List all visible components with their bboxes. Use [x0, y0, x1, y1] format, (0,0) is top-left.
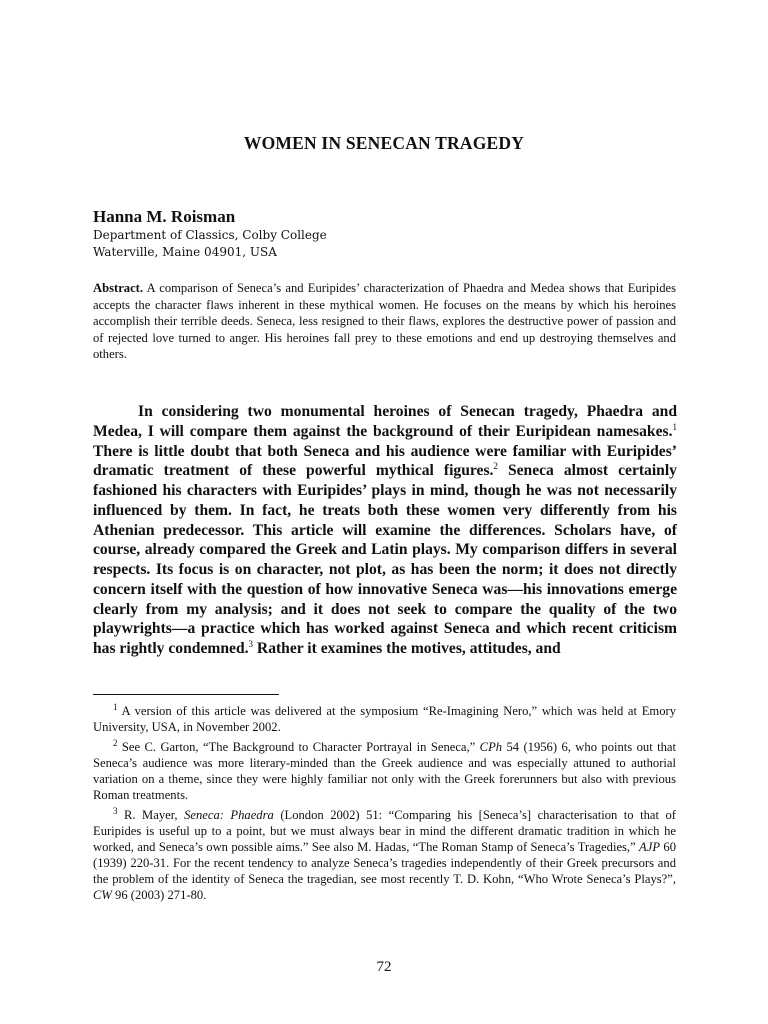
article-title: WOMEN IN SENECAN TRAGEDY	[243, 133, 525, 153]
abstract	[93, 280, 676, 363]
footnote-3-journal-1: AJP	[639, 839, 661, 854]
footnote-1-text: A version of this article was delivered at the symposium “Re-Imagining Nero,” which was held at Emory University, USA, in November 2002.	[93, 704, 676, 734]
footnote-ref-2[interactable]: 2	[493, 461, 498, 472]
author-address: Waterville, Maine 04901, USA	[93, 245, 277, 259]
footnote-3	[93, 805, 676, 903]
page-number: 72	[376, 959, 392, 975]
footnote-1	[93, 701, 676, 736]
footnote-2-text-a: See C. Garton, “The Background to Character Portrayal in Seneca,”	[117, 740, 480, 754]
author-name: Hanna M. Roisman	[93, 207, 236, 226]
body-text-2: There is little doubt that both Seneca and his audience were familiar with Euripides’ dramatic treatment of these powerful mythical figures.	[93, 442, 677, 480]
body-text-3: Seneca almost certainly fashioned his characters with Euripides’ plays in mind, though he was not necessarily influenced by them. In fact, he treats both these women very differently from his Athenian predecessor. This article will examine the differences. Scholars have, of course, already compared the Greek and Latin plays. My comparison differs in several respects. Its focus is on character, not plot, as has been the norm; it does not directly concern itself with the question of how innovative Seneca was—his innovations emerge clearly from my analysis; and it does not seek to compare the quality of the two playwrights—a practice which has worked against Seneca and which recent criticism has rightly condemned.	[93, 462, 677, 657]
footnote-3-text-b: (London 2002) 51: “Comparing his [Seneca’s] characterisation to that of Euripides is useful up to a point, but we must always bear in mind the different dramatic tradition in which he worked, and Seneca’s own possible aims.” See also M. Hadas, “The Roman Stamp of Seneca’s Tragedies,”	[93, 808, 676, 854]
abstract-text: A comparison of Seneca’s and Euripides’ characterization of Phaedra and Medea shows that Euripides accepts the character flaws inherent in these mythical women. He focuses on the means by which his heroines accomplish their terrible deeds. Seneca, less resigned to their flaws, explores the destructive power of passion and of rejected love turned to anger. His heroines fall prey to these emotions and end up destroying themselves and others.	[93, 281, 676, 361]
author-department: Department of Classics, Colby College	[93, 228, 327, 242]
footnote-3-number: 3	[113, 805, 118, 816]
footnote-ref-1[interactable]: 1	[672, 421, 677, 432]
footnote-2-journal: CPh	[479, 740, 503, 754]
footnote-3-text-c: 60 (1939) 220-31. For the recent tendency to analyze Seneca’s tragedies independently of their Greek precursors and the problem of the identity of Seneca the tragedian, see most recently T. D. Kohn, “Who Wrote Seneca’s Plays?”,	[93, 839, 676, 886]
footnote-3-journal-2: CW	[93, 887, 112, 902]
footnote-3-book: Seneca: Phaedra	[184, 808, 274, 822]
footnote-3-text-a: R. Mayer,	[117, 808, 185, 822]
footnote-ref-3[interactable]: 3	[248, 638, 254, 649]
body-paragraph	[93, 402, 677, 659]
footnote-divider	[93, 694, 279, 695]
footnote-2-number: 2	[113, 737, 118, 748]
body-text-1: In considering two monumental heroines of Senecan tragedy, Phaedra and Medea, I will compare them against the background of their Euripidean namesakes.	[93, 403, 677, 440]
footnote-3-text-d: 96 (2003) 271-80.	[111, 887, 207, 902]
body-text-4: Rather it examines the motives, attitudes, and	[253, 640, 561, 657]
footnote-1-number: 1	[113, 701, 118, 712]
footnote-2-text-b: 54 (1956) 6, who points out that Seneca’s audience was more literary-minded than the Greek audience and was especially attuned to authorial variation on a theme, since they were highly familiar not only with the Greek forerunners but also with previous Roman treatments.	[93, 740, 676, 802]
abstract-label: Abstract.	[93, 281, 144, 295]
footnote-2	[93, 737, 676, 804]
